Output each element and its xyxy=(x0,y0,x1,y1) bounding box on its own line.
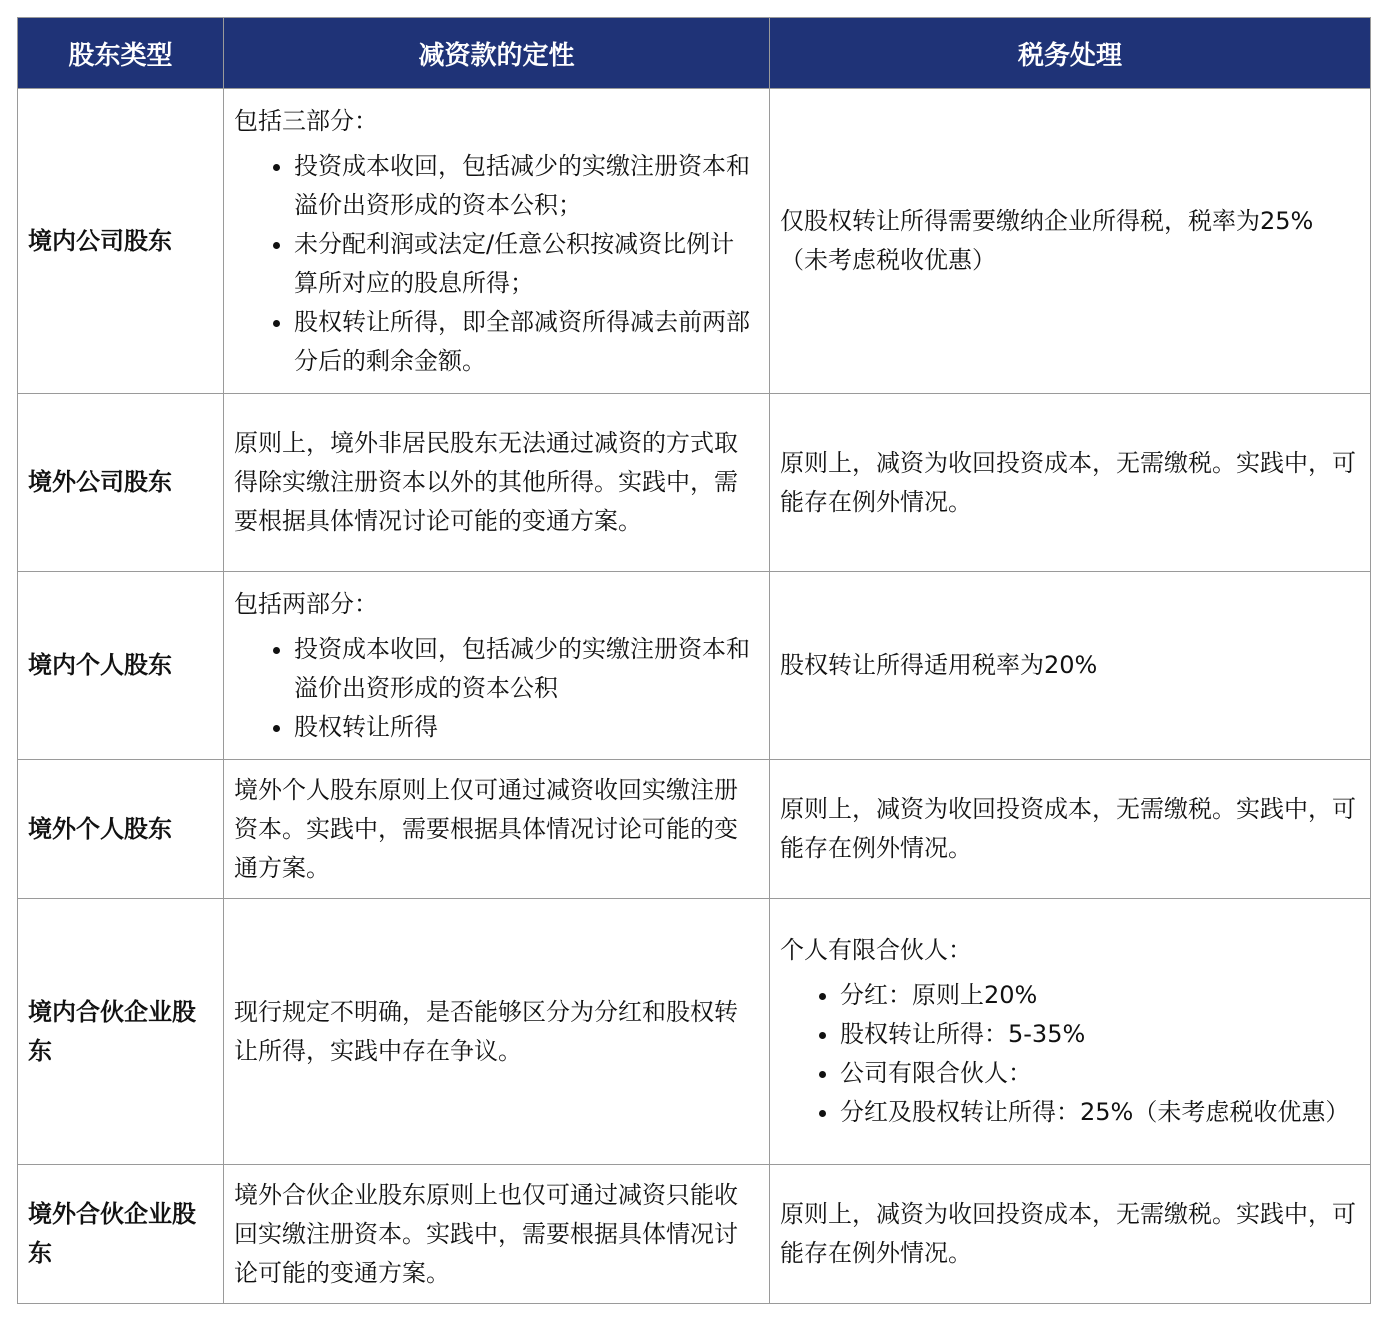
shareholder-type-cell: 境内合伙企业股东 xyxy=(18,899,224,1165)
list-item: • 未分配利润或法定/任意公积按减资比例计算所对应的股息所得； xyxy=(294,225,757,303)
tax-cell: 股权转让所得适用税率为20% xyxy=(770,572,1371,760)
tax-cell: 原则上，减资为收回投资成本，无需缴税。实践中，可能存在例外情况。 xyxy=(770,1165,1371,1304)
tax-cell: 仅股权转让所得需要缴纳企业所得税，税率为25%（未考虑税收优惠） xyxy=(770,89,1371,394)
table-row xyxy=(18,572,1371,760)
nature-cell: 境外合伙企业股东原则上也仅可通过减资只能收回实缴注册资本。实践中，需要根据具体情况讨论可能的变通方案。 xyxy=(224,1165,770,1304)
list-item: • 投资成本收回，包括减少的实缴注册资本和溢价出资形成的资本公积； xyxy=(294,147,757,225)
table-row xyxy=(18,1165,1371,1304)
list-item: • 股权转让所得 xyxy=(294,708,757,747)
tax-cell: 原则上，减资为收回投资成本，无需缴税。实践中，可能存在例外情况。 xyxy=(770,760,1371,899)
tax-intro: 个人有限合伙人： xyxy=(780,936,972,964)
nature-intro: 包括三部分： xyxy=(234,106,378,135)
tax-cell xyxy=(770,899,1371,1165)
nature-cell: 现行规定不明确，是否能够区分为分红和股权转让所得，实践中存在争议。 xyxy=(224,899,770,1165)
header-shareholder-type: 股东类型 xyxy=(18,18,224,89)
shareholder-type-cell: 境外合伙企业股东 xyxy=(18,1165,224,1304)
shareholder-type-cell: 境内公司股东 xyxy=(18,89,224,394)
header-tax-treatment: 税务处理 xyxy=(770,18,1371,89)
nature-cell xyxy=(224,89,770,394)
shareholder-type-cell: 境内个人股东 xyxy=(18,572,224,760)
tax-treatment-table xyxy=(17,17,1371,1304)
list-item: • 公司有限合伙人： xyxy=(840,1054,1358,1093)
list-item: • 分红及股权转让所得：25%（未考虑税收优惠） xyxy=(840,1093,1358,1132)
nature-list xyxy=(234,147,757,381)
nature-cell: 原则上，境外非居民股东无法通过减资的方式取得除实缴注册资本以外的其他所得。实践中，需要根据具体情况讨论可能的变通方案。 xyxy=(224,394,770,572)
nature-cell: 境外个人股东原则上仅可通过减资收回实缴注册资本。实践中，需要根据具体情况讨论可能的变通方案。 xyxy=(224,760,770,899)
shareholder-type-cell: 境外个人股东 xyxy=(18,760,224,899)
nature-cell xyxy=(224,572,770,760)
tax-list xyxy=(780,976,1358,1132)
table-row xyxy=(18,89,1371,394)
list-item: • 股权转让所得：5-35% xyxy=(840,1015,1358,1054)
table-row xyxy=(18,394,1371,572)
table-header-row xyxy=(18,18,1371,89)
list-item: • 股权转让所得，即全部减资所得减去前两部分后的剩余金额。 xyxy=(294,303,757,381)
header-nature: 减资款的定性 xyxy=(224,18,770,89)
table-row xyxy=(18,760,1371,899)
list-item: • 分红：原则上20% xyxy=(840,976,1358,1015)
list-item: • 投资成本收回，包括减少的实缴注册资本和溢价出资形成的资本公积 xyxy=(294,630,757,708)
nature-intro: 包括两部分： xyxy=(234,589,378,618)
nature-list xyxy=(234,630,757,747)
table-row xyxy=(18,899,1371,1165)
tax-cell: 原则上，减资为收回投资成本，无需缴税。实践中，可能存在例外情况。 xyxy=(770,394,1371,572)
shareholder-type-cell: 境外公司股东 xyxy=(18,394,224,572)
